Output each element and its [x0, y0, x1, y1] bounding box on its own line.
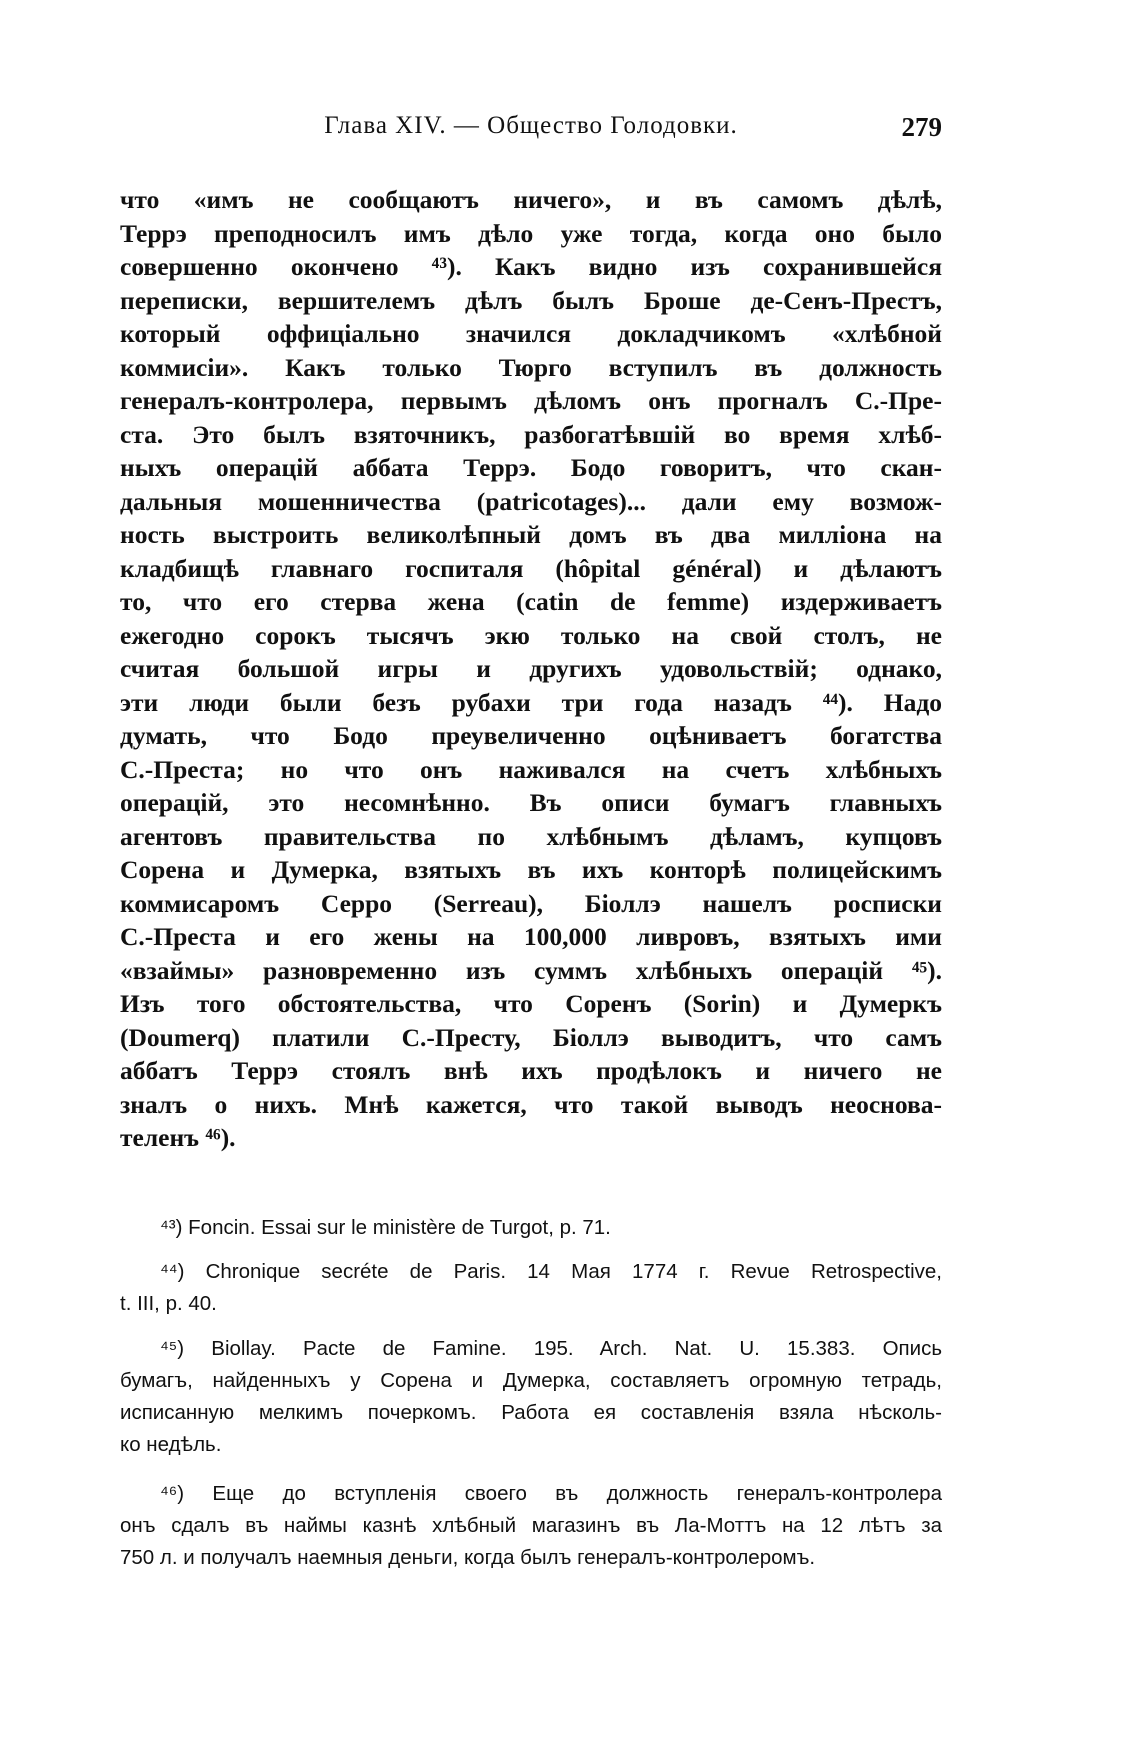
page-header — [120, 112, 942, 152]
footnote-line: ⁴⁶) Еще до вступленія своего въ должность генералъ-контролера — [160, 1482, 942, 1505]
footnote-44 — [120, 1256, 942, 1320]
body-line: ста. Это былъ взяточникъ, разбогатѣвшій во время хлѣб- — [120, 419, 942, 449]
page-number: 279 — [901, 112, 942, 142]
footnote-46 — [120, 1478, 942, 1574]
body-line: то, что его стерва жена (catin de femme) издерживаетъ — [120, 587, 942, 616]
body-line: коммисаромъ Серро (Serreau), Біоллэ нашелъ росписки — [120, 888, 942, 918]
body-line: агентовъ правительства по хлѣбнымъ дѣламъ, купцовъ — [120, 821, 942, 851]
footnote-line: ко недѣль. — [120, 1433, 222, 1456]
body-line: кладбищѣ главнаго госпиталя (hôpital général) и дѣлаютъ — [120, 553, 942, 583]
body-line: ность выстроить великолѣпный домъ въ два милліона на — [120, 520, 942, 549]
body-line: аббатъ Террэ стоялъ внѣ ихъ продѣлокъ и ничего не — [120, 1056, 942, 1085]
footnote-43 — [120, 1212, 942, 1244]
body-line: считая большой игры и другихъ удовольствій; однако, — [120, 654, 942, 683]
footnote-line: бумагъ, найденныхъ у Сорена и Думерка, составляетъ огромную тетрадь, — [120, 1369, 942, 1392]
body-line: генералъ-контролера, первымъ дѣломъ онъ прогналъ С.-Пре- — [120, 386, 942, 415]
body-line: Сорена и Думерка, взятыхъ въ ихъ конторѣ полицейскимъ — [120, 855, 942, 884]
footnote-line: ⁴⁴) Chronique secréte de Paris. 14 Мая 1774 г. Revue Retrospective, — [160, 1260, 942, 1283]
running-head: Глава XIV. — Общество Голодовки. — [324, 112, 738, 139]
body-line: (Doumerq) платили С.-Престу, Біоллэ выводитъ, что самъ — [120, 1022, 942, 1052]
body-line: ежегодно сорокъ тысячъ экю только на свой столъ, не — [120, 620, 942, 650]
body-line: коммисіи». Какъ только Тюрго вступилъ въ должность — [120, 352, 942, 382]
footnote-45 — [120, 1333, 942, 1461]
footnote-line: ⁴³) Foncin. Essai sur le ministère de Turgot, p. 71. — [160, 1216, 611, 1239]
footnote-line: t. III, p. 40. — [120, 1292, 217, 1315]
body-line: «взаймы» разновременно изъ суммъ хлѣбныхъ операцій ⁴⁵). — [120, 955, 942, 985]
body-line: зналъ о нихъ. Мнѣ кажется, что такой выводъ неоснова- — [120, 1089, 942, 1119]
footnote-line: онъ сдалъ въ наймы казнѣ хлѣбный магазинъ въ Ла-Моттъ на 12 лѣтъ за — [120, 1514, 942, 1537]
body-text — [120, 183, 942, 1155]
footnote-line: 750 л. и получалъ наемныя деньги, когда былъ генералъ-контролеромъ. — [120, 1546, 816, 1569]
body-line: Изъ того обстоятельства, что Соренъ (Sorin) и Думеркъ — [120, 989, 942, 1018]
body-line: совершенно окончено ⁴³). Какъ видно изъ сохранившейся — [120, 252, 942, 281]
body-line: теленъ ⁴⁶). — [120, 1123, 236, 1152]
body-line: который оффиціально значился докладчикомъ «хлѣбной — [120, 319, 942, 348]
body-line: С.-Преста; но что онъ наживался на счетъ хлѣбныхъ — [120, 754, 942, 784]
body-line: Террэ преподносилъ имъ дѣло уже тогда, когда оно было — [120, 218, 942, 248]
body-line: ныхъ операцій аббата Террэ. Бодо говоритъ, что скан- — [120, 453, 942, 482]
footnote-line: ⁴⁵) Biollay. Pacte de Famine. 195. Arch. Nat. U. 15.383. Опись — [160, 1337, 942, 1360]
body-line: думать, что Бодо преувеличенно оцѣниваетъ богатства — [120, 721, 942, 750]
footnote-line: исписанную мелкимъ почеркомъ. Работа ея составленія взяла нѣсколь- — [120, 1401, 942, 1424]
body-line: С.-Преста и его жены на 100,000 ливровъ, взятыхъ ими — [120, 922, 942, 951]
body-line: что «имъ не сообщаютъ ничего», и въ самомъ дѣлѣ, — [120, 185, 942, 214]
body-line: переписки, вершителемъ дѣлъ былъ Броше де-Сенъ-Престъ, — [120, 285, 942, 315]
body-line: операцій, это несомнѣнно. Въ описи бумагъ главныхъ — [120, 788, 942, 817]
body-line: эти люди были безъ рубахи три года назадъ ⁴⁴). Надо — [120, 687, 942, 717]
body-line: дальныя мошенничества (patricotages)... дали ему возмож- — [120, 486, 942, 516]
